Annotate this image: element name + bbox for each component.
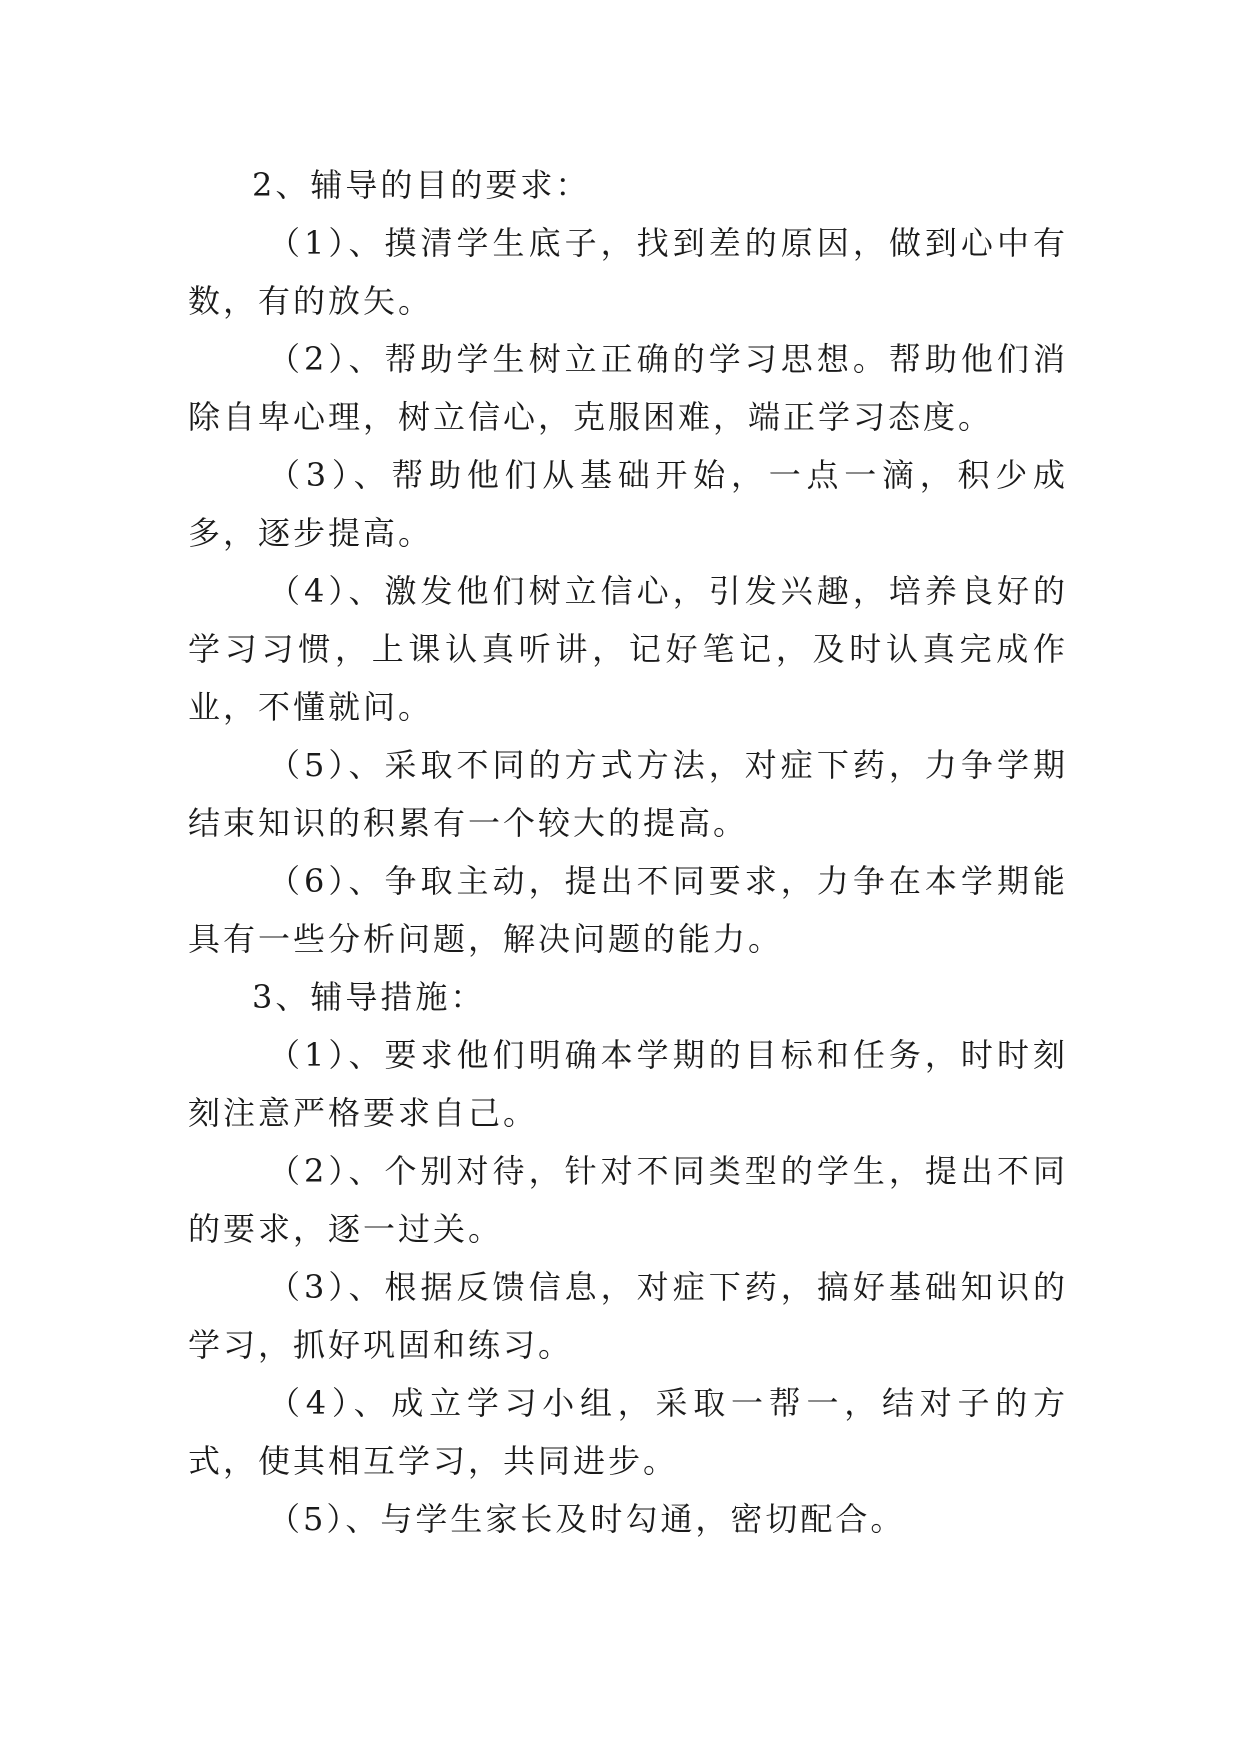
measure-item-4: （4）、成立学习小组，采取一帮一，结对子的方式，使其相互学习，共同进步。: [188, 1384, 1068, 1480]
objective-item-2: （2）、帮助学生树立正确的学习思想。帮助他们消除自卑心理，树立信心，克服困难，端正学习态度。: [188, 340, 1068, 436]
objective-item-5: （5）、采取不同的方式方法，对症下药，力争学期结束知识的积累有一个较大的提高。: [188, 746, 1068, 842]
objective-item-4: （4）、激发他们树立信心，引发兴趣，培养良好的学习习惯，上课认真听讲，记好笔记，及时认真完成作业，不懂就问。: [188, 572, 1068, 726]
objective-item-1: （1）、摸清学生底子，找到差的原因，做到心中有数，有的放矢。: [188, 224, 1068, 320]
measure-item-1: （1）、要求他们明确本学期的目标和任务，时时刻刻注意严格要求自己。: [188, 1036, 1068, 1132]
measure-item-5: （5）、与学生家长及时勾通，密切配合。: [268, 1500, 906, 1538]
measure-item-3: （3）、根据反馈信息，对症下药，搞好基础知识的学习，抓好巩固和练习。: [188, 1268, 1068, 1364]
section-heading-measures: 3、辅导措施：: [252, 978, 486, 1016]
section-heading-objectives: 2、辅导的目的要求：: [252, 166, 591, 204]
objective-item-3: （3）、帮助他们从基础开始，一点一滴，积少成多，逐步提高。: [188, 456, 1068, 552]
measure-item-2: （2）、个别对待，针对不同类型的学生，提出不同的要求，逐一过关。: [188, 1152, 1068, 1248]
objective-item-6: （6）、争取主动，提出不同要求，力争在本学期能具有一些分析问题，解决问题的能力。: [188, 862, 1068, 958]
document-body: [188, 156, 1068, 1548]
